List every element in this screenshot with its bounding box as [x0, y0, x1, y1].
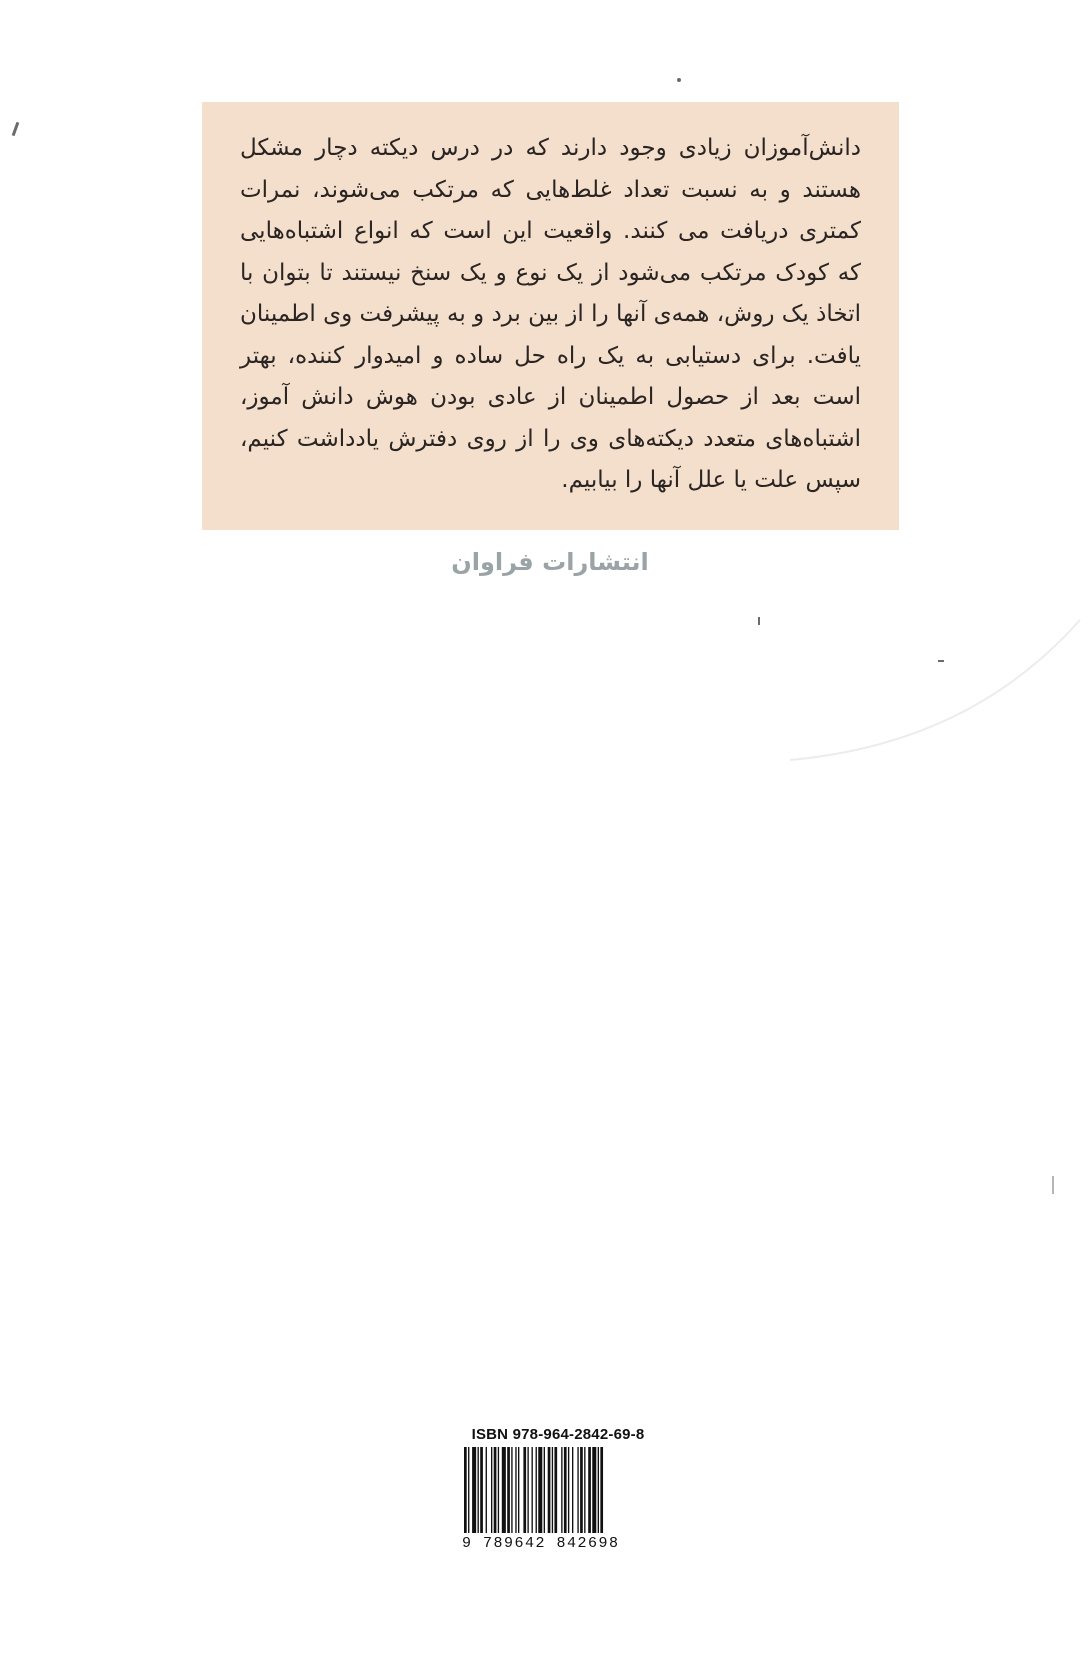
barcode-bar [554, 1447, 557, 1533]
blurb-box [202, 102, 899, 530]
isbn-label: ISBN 978-964-2842-69-8 [471, 1426, 645, 1443]
speck-mark [12, 122, 20, 136]
barcode-bar [577, 1447, 578, 1533]
speck-mark [758, 617, 760, 625]
barcode-bar [464, 1447, 467, 1533]
barcode-bar [552, 1447, 553, 1533]
speck-mark [1052, 1176, 1054, 1194]
barcode-bar [538, 1447, 542, 1533]
barcode-bar [515, 1447, 516, 1533]
barcode-digits: 9 789642 842698 [462, 1535, 620, 1552]
barcode-bar [592, 1447, 596, 1533]
barcode-bar [561, 1447, 562, 1533]
barcode-bar [527, 1447, 528, 1533]
barcode-bar [600, 1447, 603, 1533]
barcode-bar [564, 1447, 567, 1533]
barcode-bar [588, 1447, 591, 1533]
publisher-name: انتشارات فراوان [451, 548, 649, 576]
barcode-bar [494, 1447, 497, 1533]
barcode-bar [598, 1447, 599, 1533]
barcode-bar [568, 1447, 569, 1533]
isbn-barcode [460, 1426, 656, 1556]
barcode-bar [478, 1447, 479, 1533]
speck-mark [677, 78, 681, 82]
barcode-bar [511, 1447, 512, 1533]
barcode-bar [507, 1447, 510, 1533]
blurb-text: دانش‌آموزان زیادی وجود دارند که در درس دیکته دچار مشکل هستند و به نسبت تعداد غلط‌هایی که مرتکب می‌شوند، نمرات کمتری دریافت می کنند. واقعیت این است که انواع اشتباه‌هایی که کودک مرتکب می‌شود از یک نوع و یک سنخ نیستند تا بتوان با اتخاذ یک روش، همه‌ی آنها را از بین برد و به پیشرفت وی اطمینان یافت. برای دستیابی به یک راه حل ساده و امیدوار کننده، بهتر است بعد از حصول اطمینان از عادی بودن هوش دانش آموز، اشتباه‌های متعدد دیکته‌های وی را از روی دفترش یادداشت کنیم، سپس علت یا علل آنها را بیابیم. [240, 135, 861, 493]
barcode-bar [536, 1447, 537, 1533]
barcode-bar [572, 1447, 573, 1533]
barcode-bar [498, 1447, 499, 1533]
barcode-bar [544, 1447, 545, 1533]
barcode-bar [548, 1447, 551, 1533]
barcode-bar [502, 1447, 506, 1533]
paper-texture-swoosh [780, 600, 1092, 810]
barcode-bar [584, 1447, 585, 1533]
barcode-bar [480, 1447, 483, 1533]
barcode-bar [486, 1447, 487, 1533]
barcode-bar [532, 1447, 533, 1533]
barcode-bar [472, 1447, 476, 1533]
barcode-bars [460, 1447, 656, 1533]
speck-mark [938, 660, 944, 662]
barcode-bar [491, 1447, 492, 1533]
barcode-bar [518, 1447, 519, 1533]
barcode-bar [523, 1447, 526, 1533]
barcode-bar [468, 1447, 469, 1533]
barcode-bar [580, 1447, 583, 1533]
